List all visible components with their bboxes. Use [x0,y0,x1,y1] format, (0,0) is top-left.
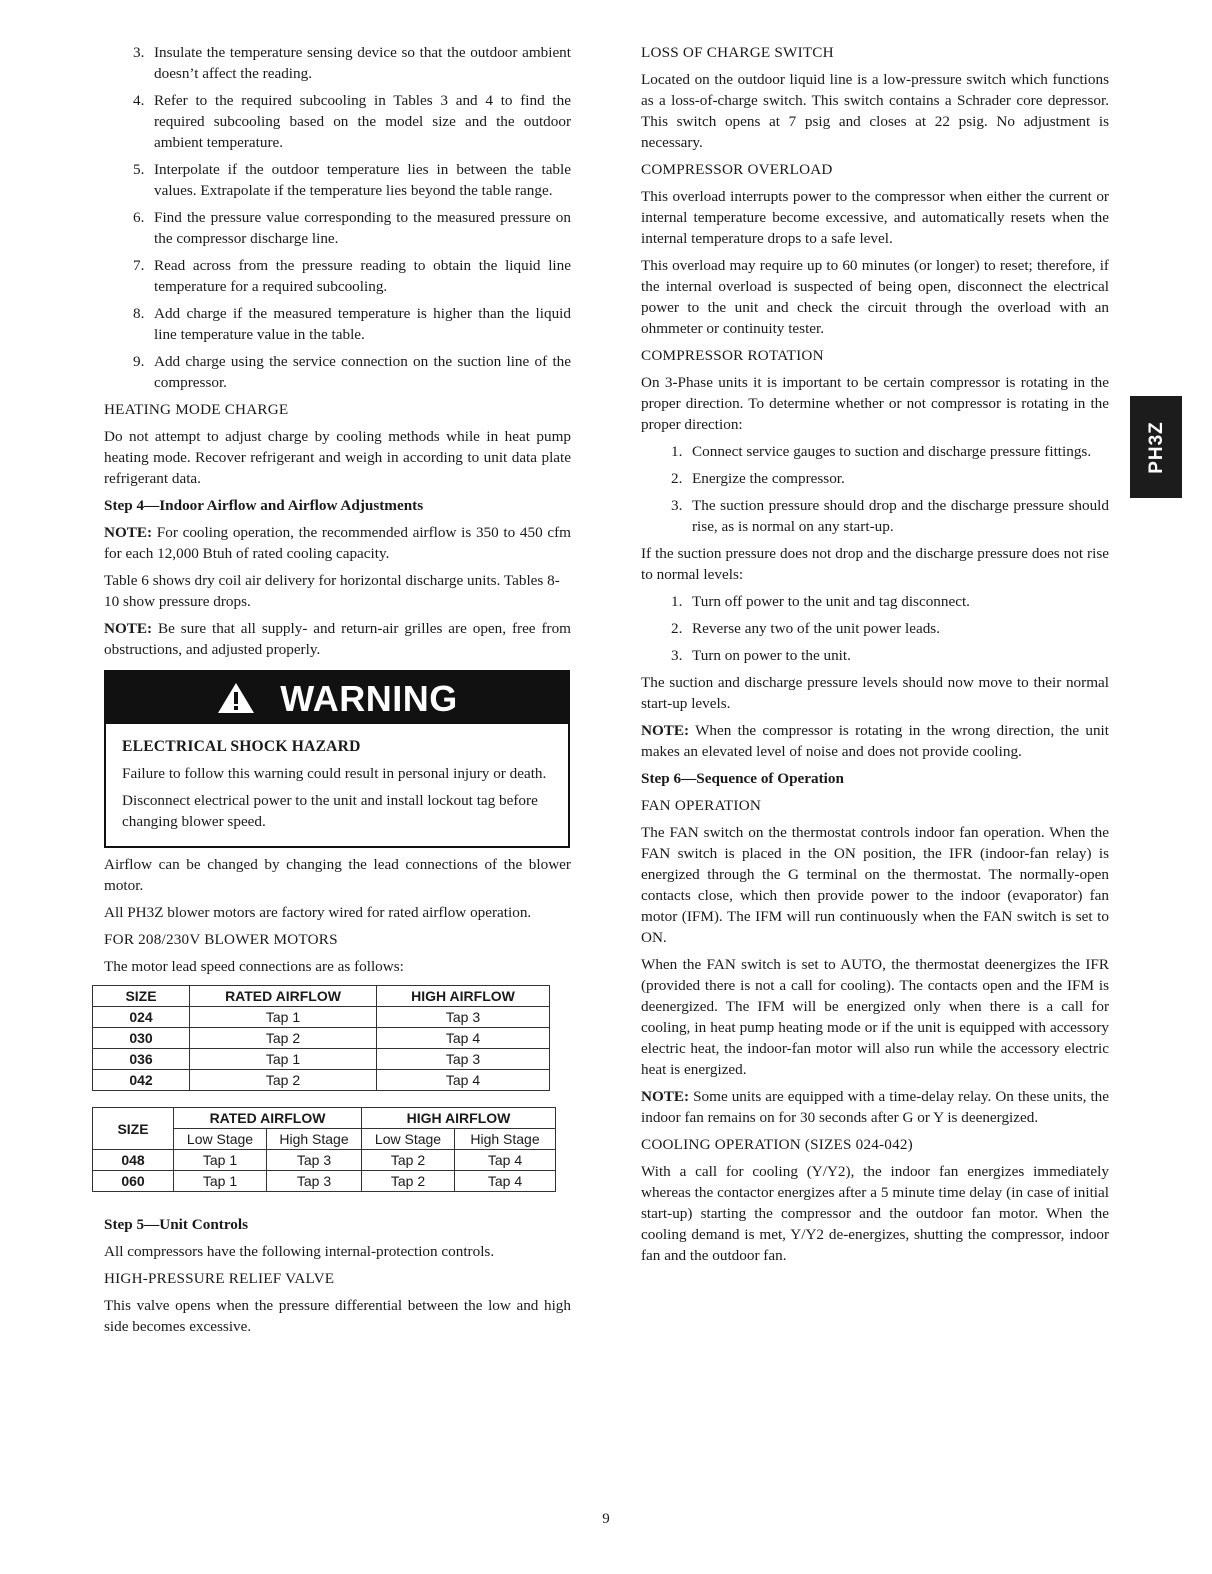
table-cell: Tap 3 [377,1007,550,1028]
list-text: Find the pressure value corresponding to the measured pressure on the compressor discharge line. [154,209,571,247]
list-number: 5. [133,161,145,178]
list-item [104,159,571,201]
overload-paragraph-2: This overload may require up to 60 minutes (or longer) to reset; therefore, if the internal overload is suspected of being open, disconnect the electrical power to the unit and check the circuit through the overload with an ohmmeter or continuity tester. [641,257,1109,337]
table-subheader: High Stage [267,1129,362,1150]
list-item [104,303,571,345]
list-number: 8. [133,305,145,322]
list-number: 7. [133,257,145,274]
table-header: RATED AIRFLOW [190,986,377,1007]
warning-title: ELECTRICAL SHOCK HAZARD [122,738,361,755]
table-header: HIGH AIRFLOW [362,1108,556,1129]
right-column [641,42,1109,1272]
table-header: RATED AIRFLOW [174,1108,362,1129]
loss-of-charge-paragraph: Located on the outdoor liquid line is a low-pressure switch which functions as a loss-of-charge switch. This switch contains a Schrader core depressor. This switch opens at 7 psig and closes at 22 psig. No adjustment is necessary. [641,71,1109,151]
list-number: 2. [671,470,683,487]
table-header-row [93,986,550,1007]
list-item [104,255,571,297]
list-item [641,618,1109,639]
table-row [93,1150,556,1171]
note-label: NOTE: [104,524,153,541]
table-row [93,1049,550,1070]
table-cell: Tap 2 [190,1028,377,1049]
warning-body [106,724,568,846]
table6-paragraph: Table 6 shows dry coil air delivery for horizontal discharge units. Tables 8-10 show pressure drops. [104,572,560,610]
overload-paragraph-1: This overload interrupts power to the compressor when either the current or internal temperature become excessive, and automatically resets when the internal temperature drops to a safe level. [641,188,1109,247]
table-cell: Tap 3 [377,1049,550,1070]
note-time-delay [641,1086,1109,1128]
list-item [104,90,571,153]
list-item [641,645,1109,666]
list-text: Add charge using the service connection on the suction line of the compressor. [154,353,571,391]
list-number: 3. [671,497,683,514]
heating-mode-paragraph: Do not attempt to adjust charge by cooling methods while in heat pump heating mode. Recover refrigerant and weigh in according to unit data plate refrigerant data. [104,428,571,487]
rotation-fix-list [641,591,1109,666]
blower-motors-heading: FOR 208/230V BLOWER MOTORS [104,931,338,948]
table-cell: Tap 2 [190,1070,377,1091]
list-text: Refer to the required subcooling in Tables 3 and 4 to find the required subcooling based on the model size and the outdoor ambient temperature. [154,92,571,151]
table-cell: Tap 1 [190,1007,377,1028]
fan-operation-paragraph-2: When the FAN switch is set to AUTO, the thermostat deenergizes the IFR (provided there is not a call for cooling). The contacts open and the IFM is deenergized. The IFM will be energized only when there is a call for cooling, in heat pump heating mode or if the unit is equipped with accessory electric heat, the indoor-fan motor will also run while the accessory electric heat is energized. [641,956,1109,1078]
ph3z-paragraph: All PH3Z blower motors are factory wired for rated airflow operation. [104,904,532,921]
table-cell: Tap 3 [267,1150,362,1171]
if-not-normal-paragraph: If the suction pressure does not drop and the discharge pressure does not rise to normal levels: [641,545,1109,583]
warning-text-injury: Failure to follow this warning could result in personal injury or death. [122,765,547,782]
warning-label: WARNING [280,677,458,719]
step4-heading: Step 4—Indoor Airflow and Airflow Adjustments [104,497,424,514]
fan-operation-heading: FAN OPERATION [641,797,762,814]
note-cooling-airflow [104,522,571,564]
note-text: When the compressor is rotating in the wrong direction, the unit makes an elevated level of noise and does not provide cooling. [641,722,1109,760]
list-item [104,42,571,84]
list-item [104,207,571,249]
airflow-paragraph: Airflow can be changed by changing the lead connections of the blower motor. [104,856,571,894]
list-text: Interpolate if the outdoor temperature lies in between the table values. Extrapolate if the temperature lies beyond the table range. [154,161,571,199]
warning-text-disconnect: Disconnect electrical power to the unit and install lockout tag before changing blower speed. [122,792,538,830]
table-subheader: High Stage [455,1129,556,1150]
rotation-paragraph: On 3-Phase units it is important to be certain compressor is rotating in the proper direction. To determine whether or not compressor is rotating in the proper direction: [641,374,1109,433]
motor-lead-paragraph: The motor lead speed connections are as follows: [104,958,404,975]
table-row [93,1070,550,1091]
table-header-row [93,1108,556,1129]
cooling-operation-heading: COOLING OPERATION (SIZES 024-042) [641,1136,913,1153]
speed-table-large [92,1107,556,1192]
list-item [641,591,1109,612]
table-cell: 060 [93,1171,174,1192]
cooling-operation-paragraph: With a call for cooling (Y/Y2), the indoor fan energizes immediately whereas the contactor energizes after a 5 minute time delay (in case of initial start-up) starting the compressor and the outdoor fan motor. When the cooling demand is met, Y/Y2 de-energizes, shutting the compressor, indoor fan and the outdoor fan. [641,1163,1109,1264]
heating-mode-heading: HEATING MODE CHARGE [104,401,289,418]
section-tab [1130,396,1182,498]
list-number: 2. [671,620,683,637]
list-text: Add charge if the measured temperature is higher than the liquid line temperature value in the table. [154,305,571,343]
relief-valve-paragraph: This valve opens when the pressure differential between the low and high side becomes excessive. [104,1297,571,1335]
list-text: Reverse any two of the unit power leads. [692,620,940,637]
list-number: 3. [671,647,683,664]
table-header: SIZE [93,986,190,1007]
list-item [641,495,1109,537]
table-cell: Tap 4 [455,1171,556,1192]
speed-table-small [92,985,550,1091]
note-label: NOTE: [641,1088,690,1105]
step5-paragraph: All compressors have the following internal-protection controls. [104,1243,495,1260]
compressor-overload-heading: COMPRESSOR OVERLOAD [641,161,833,178]
table-cell: Tap 1 [174,1150,267,1171]
charging-steps-list [104,42,571,393]
list-text: Connect service gauges to suction and discharge pressure fittings. [692,443,1092,460]
list-number: 1. [671,593,683,610]
list-text: Energize the compressor. [692,470,845,487]
fan-operation-paragraph-1: The FAN switch on the thermostat controls indoor fan operation. When the FAN switch is placed in the ON position, the IFR (indoor-fan relay) is energized through the G terminal on the thermostat. The normally-open contacts close, which then provide power to the indoor (evaporator) fan motor (IFM). The IFM will run continuously when the FAN switch is set to ON. [641,824,1109,946]
list-item [641,468,1109,489]
warning-banner [106,672,568,724]
list-item [104,351,571,393]
table-cell: Tap 1 [174,1171,267,1192]
list-number: 1. [671,443,683,460]
start-up-levels-paragraph: The suction and discharge pressure levels should now move to their normal start-up levels. [641,674,1109,712]
note-label: NOTE: [641,722,690,739]
table-header: HIGH AIRFLOW [377,986,550,1007]
relief-valve-heading: HIGH-PRESSURE RELIEF VALVE [104,1270,335,1287]
table-cell: 042 [93,1070,190,1091]
note-wrong-direction [641,720,1109,762]
table-cell: 048 [93,1150,174,1171]
section-tab-label: PH3Z [1145,420,1167,474]
loss-of-charge-heading: LOSS OF CHARGE SWITCH [641,44,834,61]
list-number: 3. [133,44,145,61]
table-subheader: Low Stage [174,1129,267,1150]
list-number: 9. [133,353,145,370]
note-text: Some units are equipped with a time-delay relay. On these units, the indoor fan remains on for 30 seconds after G or Y is deenergized. [641,1088,1109,1126]
note-text: For cooling operation, the recommended airflow is 350 to 450 cfm for each 12,000 Btuh of rated cooling capacity. [104,524,571,562]
list-text: Turn off power to the unit and tag disconnect. [692,593,970,610]
table-row [93,1171,556,1192]
warning-triangle-icon [216,681,256,715]
list-number: 4. [133,92,145,109]
step6-heading: Step 6—Sequence of Operation [641,770,844,787]
note-label: NOTE: [104,620,153,637]
table-cell: Tap 1 [190,1049,377,1070]
list-text: Read across from the pressure reading to obtain the liquid line temperature for a required subcooling. [154,257,571,295]
list-text: Turn on power to the unit. [692,647,851,664]
table-row [93,1007,550,1028]
table-cell: Tap 3 [267,1171,362,1192]
table-cell: 024 [93,1007,190,1028]
list-number: 6. [133,209,145,226]
note-text: Be sure that all supply- and return-air grilles are open, free from obstructions, and adjusted properly. [104,620,571,658]
list-item [641,441,1109,462]
table-header: SIZE [93,1108,174,1150]
table-cell: 036 [93,1049,190,1070]
table-subheader: Low Stage [362,1129,455,1150]
list-text: Insulate the temperature sensing device so that the outdoor ambient doesn’t affect the reading. [154,44,571,82]
compressor-rotation-heading: COMPRESSOR ROTATION [641,347,824,364]
note-grilles [104,618,571,660]
table-cell: 030 [93,1028,190,1049]
list-text: The suction pressure should drop and the discharge pressure should rise, as is normal on any start-up. [692,497,1109,535]
page-number: 9 [602,1511,610,1527]
rotation-check-list [641,441,1109,537]
table-cell: Tap 4 [377,1028,550,1049]
step5-heading: Step 5—Unit Controls [104,1216,249,1233]
table-cell: Tap 4 [455,1150,556,1171]
left-column [104,42,571,1343]
table-cell: Tap 2 [362,1171,455,1192]
table-cell: Tap 2 [362,1150,455,1171]
table-row [93,1028,550,1049]
table-cell: Tap 4 [377,1070,550,1091]
warning-box [104,670,570,848]
